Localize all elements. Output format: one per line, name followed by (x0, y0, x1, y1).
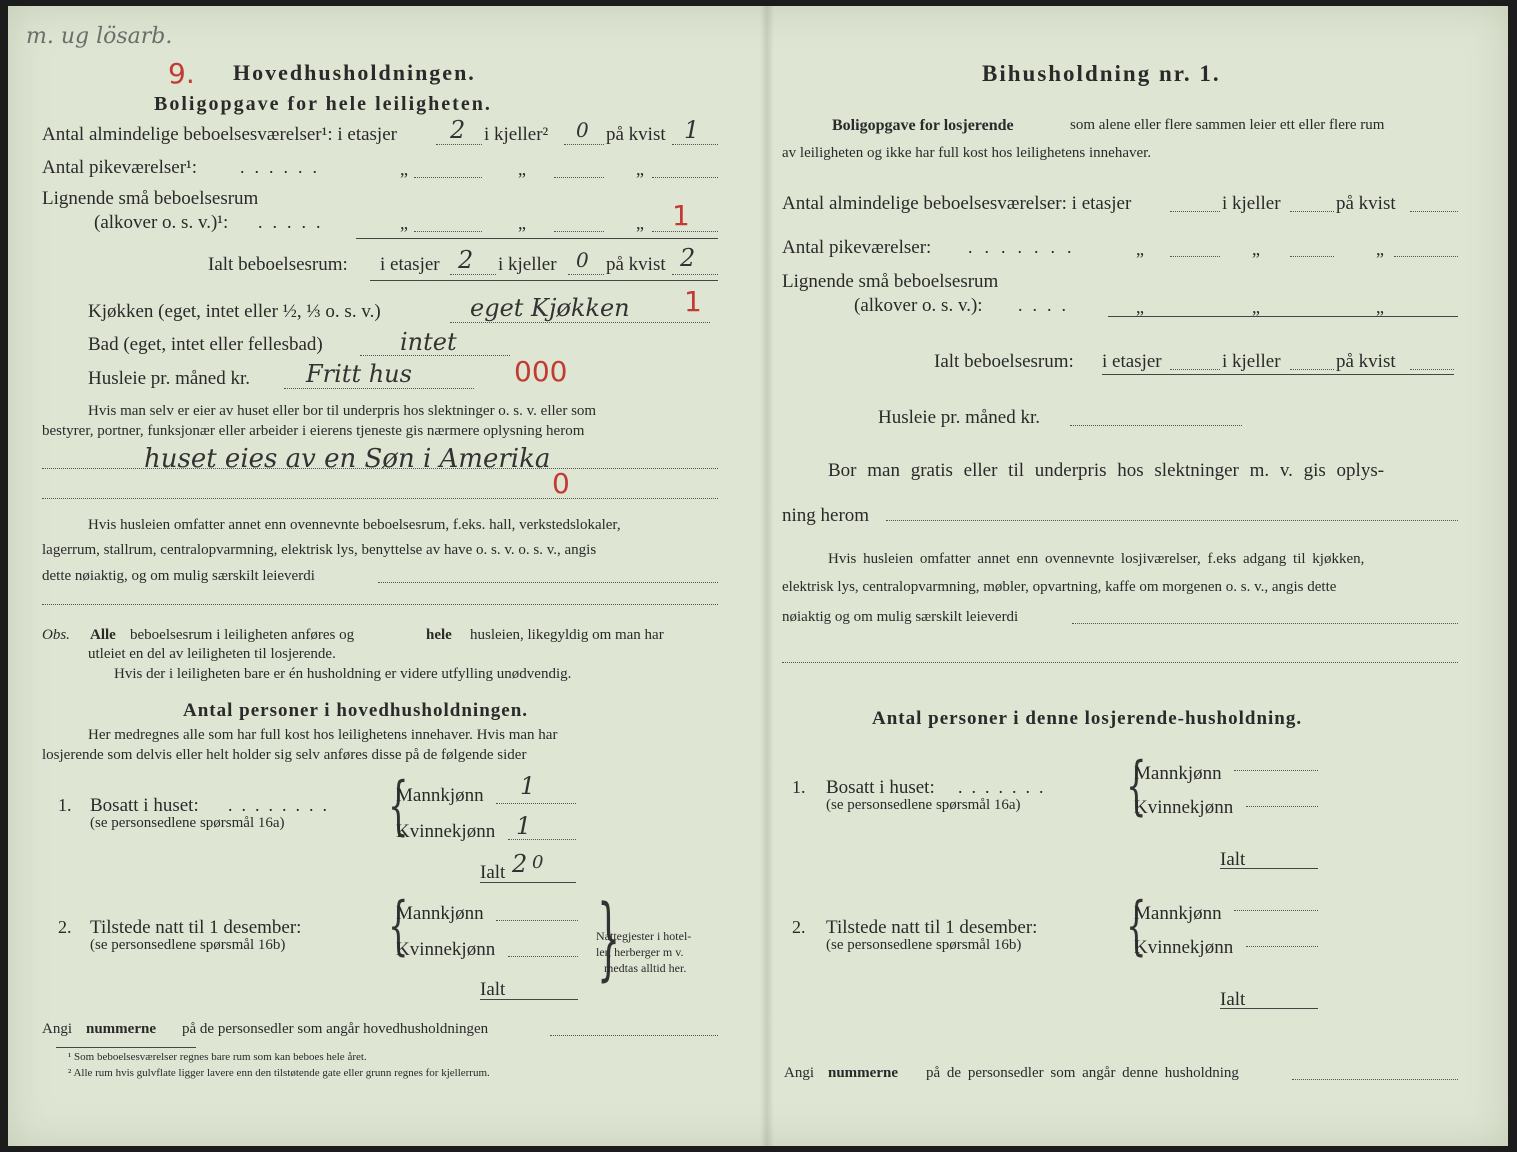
ialt-kvist-value: 2 (680, 244, 696, 272)
right-page-title: Bihusholdning nr. 1. (982, 61, 1221, 86)
left-page-title: Hovedhusholdningen. (233, 60, 476, 85)
right-ialt-label: Ialt beboelsesrum: (934, 351, 1074, 372)
rooms-kvist-value: 1 (684, 116, 700, 144)
right-omfatter-text: Hvis husleien omfatter annet enn ovennevnte losjiværelser, f.eks adgang til kjøkken, (828, 551, 1365, 567)
rooms-label: Antal almindelige beboelsesværelser¹: i etasjer (42, 124, 397, 145)
right-intro-bold: Boligopgave for losjerende (832, 117, 1014, 134)
right-antal-personer-title: Antal personer i denne losjerende-husholdning. (872, 708, 1303, 729)
omfatter-instruction: Hvis husleien omfatter annet enn ovennevnte beboelsesrum, f.eks. hall, verkstedslokaler, (88, 517, 621, 533)
footnote-1: ¹ Som beboelsesværelser regnes bare rum som kan beboes hele året. (68, 1051, 367, 1063)
eier-instruction: Hvis man selv er eier av huset eller bor til underpris hos slektninger o. s. v. eller som (88, 403, 597, 419)
alkover-kvist-value: 1 (672, 199, 690, 232)
ialt-rooms-label: Ialt beboelsesrum: (208, 254, 348, 275)
eier-handwritten: huset eies av en Søn i Amerika (144, 444, 551, 474)
footnote-2: ² Alle rum hvis gulvflate ligger lavere enn den tilstøtende gate eller grunn regnes for kjellerrum. (68, 1067, 490, 1079)
eier-red-mark: 0 (552, 467, 570, 500)
bosatt-ialt-value: 2 (512, 850, 528, 878)
rooms-kjeller-value: 0 (576, 118, 589, 142)
obs-text: beboelsesrum i leiligheten anføres og (130, 627, 355, 643)
right-bosatt-label: Bosatt i huset: (826, 777, 935, 798)
antal-personer-title: Antal personer i hovedhusholdningen. (183, 700, 529, 721)
left-page-subtitle: Boligopgave for hele leiligheten. (154, 93, 492, 115)
page-fold (760, 6, 774, 1146)
rooms-etasjer-value: 2 (450, 116, 466, 144)
husleie-red-mark: 000 (514, 355, 568, 388)
census-form-sheet: m. ug lösarb. 9. Hovedhusholdningen. Boligopgave for hele leiligheten. Antal almindelige beboelsesværelser¹: i etasjer 2 i kjeller² 0 på kvist 1 Antal pikeværelser¹: ...... „ „ „ Lignende små beboelsesrum (alkover o. s. v.)¹: ..... „ „ „ 1 Ialt beboelsesrum: i etasjer 2 i kjeller 0 på kvist 2 Kjøkken (eget, intet eller ½, ⅓ o. s. v.) eget Kjøkken 1 Bad (eget, intet eller fellesbad) intet Husleie pr. måned kr. Fritt hus 000 Hvis man selv er eier av huset eller bor til underpris hos slektninger o. s. v. eller som bestyrer, portner, funksjonær eller arbeider i eierens tjeneste gis nærmere oplysning herom huset eies av en Søn i Amerika 0 Hvis husleien omfatter annet enn ovennevnte beboelsesrum, f.eks. hall, verkstedslokaler, lagerrum, stallrum, centralopvarmning, elektrisk lys, benyttelse av have o. s. v. o. s. v., angis dette nøiaktig, og om mulig særskilt leieverdi Obs. Alle beboelsesrum i leiligheten anføres og hele husleien, likegyldig om man har utleiet en del av leiligheten til losjerende. Hvis der i leiligheten bare er én husholdning er videre utfylling unødvendig. Antal personer i hovedhusholdningen. Her medregnes alle som har full kost hos leilighetens innehaver. Hvis man har losjerende som delvis eller helt holder sig selv anføres disse på de følgende sider 1. Bosatt i huset: ........ (se personsedlene spørsmål 16a) { Mannkjønn 1 Kvinnekjønn 1 Ialt 2 0 2. Tilstede natt til 1 desember: (se personsedlene spørsmål 16b) { Mannkjønn Kvinnekjønn Ialt } Nattegjester i hotel- ler, herberger m v. medtas alltid her. Angi nummerne på de personsedler som angår hovedhusholdningen ¹ Som beboelsesværelser regnes bare rum som kan beboes hele året. ² Alle rum hvis gulvflate ligger lavere enn den tilstøtende gate eller grunn regnes for kjellerrum. Bihusholdning nr. 1. Boligopgave for losjerende som alene eller flere sammen leier ett eller flere rum av leiligheten og ikke har full kost hos leilighetens innehaver. Antal almindelige beboelsesværelser: i etasjer i kjeller på kvist Antal pikeværelser: ....... „ „ „ Lignende små beboelsesrum (alkover o. s. v.): .... „ „ „ Ialt beboelsesrum: i etasjer i kjeller på kvist Husleie pr. måned kr. Bor man gratis eller til underpris hos slektninger m. v. gis oplys- ning herom Hvis husleien omfatter annet enn ovennevnte losjiværelser, f.eks adgang til kjøkken, elektrisk lys, centralopvarmning, møbler, opvartning, kaffe om morgenen o. s. v., angis dette nøiaktig og om mulig særskilt leieverdi Antal personer i denne losjerende-husholdning. 1. Bosatt i huset: ....... (se personsedlene spørsmål 16a) { Mannkjønn Kvinnekjønn Ialt 2. Tilstede natt til 1 desember: (se personsedlene spørsmål 16b) { Mannkjønn Kvinnekjønn Ialt Angi nummerne på de personsedler som angår denne husholdning (8, 6, 1508, 1146)
right-bor-gratis-text: Bor man gratis eller til underpris hos slektninger m. v. gis oplys- (828, 460, 1385, 481)
bad-label: Bad (eget, intet eller fellesbad) (88, 334, 323, 355)
kjokken-value: eget Kjøkken (470, 294, 630, 322)
right-tilstede-label: Tilstede natt til 1 desember: (826, 917, 1038, 938)
angi-nummerne-label: på de personsedler som angår hovedhusholdningen (182, 1021, 489, 1037)
alkover-label: Lignende små beboelsesrum (42, 188, 259, 209)
right-husleie-label: Husleie pr. måned kr. (878, 407, 1040, 428)
husleie-label: Husleie pr. måned kr. (88, 368, 250, 389)
husleie-value: Fritt hus (306, 360, 412, 388)
bosatt-kvinne-value: 1 (516, 812, 532, 840)
ialt-etasjer-value: 2 (458, 246, 474, 274)
pikevaerelser-label: Antal pikeværelser¹: (42, 157, 198, 178)
kjokken-label: Kjøkken (eget, intet eller ½, ⅓ o. s. v.) (88, 301, 381, 322)
bosatt-label: Bosatt i huset: (90, 795, 199, 816)
bosatt-mann-value: 1 (520, 772, 536, 800)
corner-handwritten-note: m. ug lösarb. (26, 24, 173, 49)
bad-value: intet (400, 328, 457, 356)
nattegjester-note: Nattegjester i hotel- (596, 929, 692, 943)
right-rooms-label: Antal almindelige beboelsesværelser: i etasjer (782, 193, 1132, 214)
obs-label: Obs. (42, 627, 70, 643)
tilstede-label: Tilstede natt til 1 desember: (90, 917, 302, 938)
household-number-handwritten: 9. (168, 57, 195, 90)
ialt-kjeller-value: 0 (576, 248, 589, 272)
right-alkover-label: Lignende små beboelsesrum (782, 271, 999, 292)
kjokken-red-mark: 1 (684, 285, 702, 318)
right-angi-nummerne-label: på de personsedler som angår denne husholdning (926, 1065, 1239, 1081)
right-pikevaerelser-label: Antal pikeværelser: (782, 237, 932, 258)
